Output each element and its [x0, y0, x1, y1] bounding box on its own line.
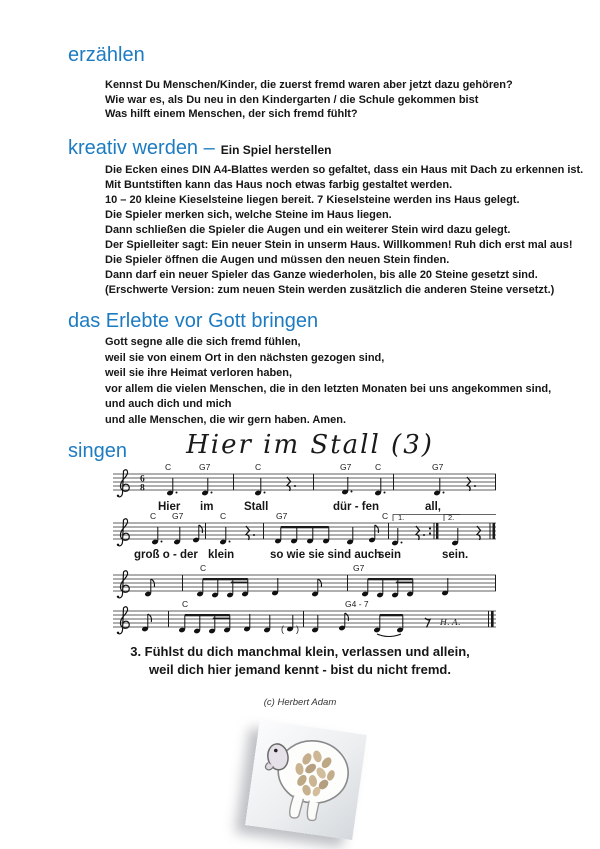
note [201, 478, 212, 496]
lyric: all, [425, 501, 441, 513]
rest [467, 477, 476, 491]
text-line: vor allem die vielen Menschen, die in den letzten Monaten bei uns angekommen sind, [105, 382, 552, 395]
rest [416, 526, 425, 540]
chord-label: C [165, 462, 172, 472]
time-signature-bottom: 8 [140, 483, 145, 494]
chord-label: C [255, 462, 262, 472]
sheep-body [274, 736, 352, 807]
music-staff-4 [110, 599, 505, 641]
text-line: und alle Menschen, die wir gern haben. Amen. [105, 413, 347, 426]
text-line: Die Ecken eines DIN A4-Blattes werden so gefaltet, dass ein Haus mit Dach zu erkennen ist. [105, 164, 584, 176]
text-line: Gott segne alle die sich fremd fühlen, [105, 336, 301, 348]
composer-initials: H. A. [440, 618, 461, 627]
lyric: sein [378, 549, 402, 561]
chord-label: G4 - 7 [345, 599, 369, 609]
note [254, 478, 265, 496]
lyric: Hier [158, 501, 181, 513]
music-staff-1 [110, 462, 505, 504]
note [219, 527, 230, 545]
chord-label: G7 [353, 563, 365, 573]
text-line: Wie war es, als Du neu in den Kindergarten / die Schule gekommen bist [105, 93, 479, 106]
note [374, 478, 385, 496]
section-heading-erzaehlen: erzählen [68, 44, 145, 66]
lyric: im [200, 501, 214, 513]
text-line: und auch dich und mich [105, 398, 232, 410]
text-line: Die Spieler merken sich, welche Steine im Haus liegen. [105, 209, 392, 221]
lyric: dür - fen [333, 501, 379, 513]
verse-line: weil dich hier jemand kennt - bist du nicht fremd. [149, 662, 451, 677]
chord-label: G7 [432, 462, 444, 472]
section-heading-gott: das Erlebte vor Gott bringen [68, 310, 319, 332]
sheep-illustration [245, 720, 367, 840]
parenthesized-note [281, 615, 299, 634]
chord-label: G7 [172, 511, 184, 521]
text-line: Mit Buntstiften kann das Haus noch etwas farbig gestaltet werden. [105, 179, 453, 191]
text-line: Dann darf ein neuer Spieler das Ganze wiederholen, bis alle 20 Steine gesetzt sind. [105, 269, 538, 281]
sheep-leg [306, 801, 319, 822]
section-heading-kreativ [68, 137, 331, 160]
note [192, 525, 202, 543]
note [263, 615, 270, 633]
text-line: 10 – 20 kleine Kieselsteine liegen bereit. 7 Kieselsteine werden ins Haus gelegt. [105, 194, 520, 206]
svg-text:(: ( [281, 624, 284, 634]
text-line: weil sie von einem Ort in den nächsten gezogen sind, [105, 351, 385, 364]
lyric: Stall [244, 501, 269, 513]
note [433, 478, 444, 496]
chord-label: C [382, 511, 389, 521]
chord-label: C [182, 599, 189, 609]
rest [477, 526, 481, 540]
heading-text: kreativ werden [68, 137, 199, 159]
staff-lines [113, 575, 496, 591]
music-staff-2 [110, 511, 505, 553]
erzaehlen-text [105, 78, 513, 122]
chord-label: G7 [276, 511, 288, 521]
lyrics-row-2 [0, 549, 600, 563]
note [166, 478, 177, 496]
staff-lines [113, 611, 496, 627]
beamed-notes [373, 614, 403, 637]
rest [246, 526, 255, 540]
lyric: so wie sie sind auch [270, 549, 382, 561]
kreativ-text [105, 163, 583, 298]
text-line: weil sie ihre Heimat verloren haben, [105, 367, 293, 379]
volta-2-label: 2. [448, 513, 455, 522]
chord-label: C [150, 511, 157, 521]
text-line: Was hilft einem Menschen, der sich fremd fühlt? [105, 108, 358, 121]
note [144, 579, 154, 597]
song-title: Hier im Stall (3) [186, 430, 434, 460]
lyric: groß o - der [134, 549, 198, 561]
svg-text:): ) [296, 624, 299, 634]
section-heading-singen: singen [68, 440, 127, 462]
text-line: (Erschwerte Version: zum neuen Stein werden zusätzlich die anderen Steine versetzt.) [105, 284, 555, 296]
chord-label: C [200, 563, 207, 573]
sheep-leg [289, 795, 304, 819]
beamed-notes [178, 614, 230, 634]
note [311, 615, 318, 633]
note [311, 579, 321, 597]
chord-label: C [375, 462, 382, 472]
chord-label: G7 [340, 462, 352, 472]
text-line: Die Spieler öffnen die Augen und müssen den neuen Stein finden. [105, 254, 450, 266]
note [368, 525, 378, 543]
time-signature-top: 6 [140, 474, 145, 485]
tie [377, 634, 401, 637]
heading-dash: – [203, 137, 215, 159]
lyric: sein. [442, 549, 469, 561]
note [346, 527, 353, 545]
beamed-notes [361, 578, 413, 598]
beamed-notes [196, 578, 248, 598]
section-subheading: Ein Spiel herstellen [220, 143, 332, 157]
note [151, 527, 162, 545]
chord-label: C [220, 511, 227, 521]
sheep-drawing-image [245, 720, 367, 840]
text-line: Kennst Du Menschen/Kinder, die zuerst fremd waren aber jetzt dazu gehören? [105, 79, 513, 91]
staff-lines [113, 474, 496, 490]
chord-label: G7 [199, 462, 211, 472]
text-line: Dann schließen die Spieler die Augen und ein weiterer Stein wird dazu gelegt. [105, 224, 511, 236]
volta-1-label: 1. [398, 513, 405, 522]
rest [287, 477, 296, 491]
copyright-credit: (c) Herbert Adam [263, 697, 337, 708]
note [173, 527, 180, 545]
note [338, 613, 348, 631]
text-line: Der Spielleiter sagt: Ein neuer Stein in unserm Haus. Willkommen! Ruh dich erst mal aus! [105, 239, 573, 251]
verse-line: 3. Fühlst du dich manchmal klein, verlassen und allein, [130, 644, 470, 659]
gott-text [105, 335, 551, 428]
lyric: klein [208, 549, 235, 561]
staff-lines [113, 523, 496, 539]
